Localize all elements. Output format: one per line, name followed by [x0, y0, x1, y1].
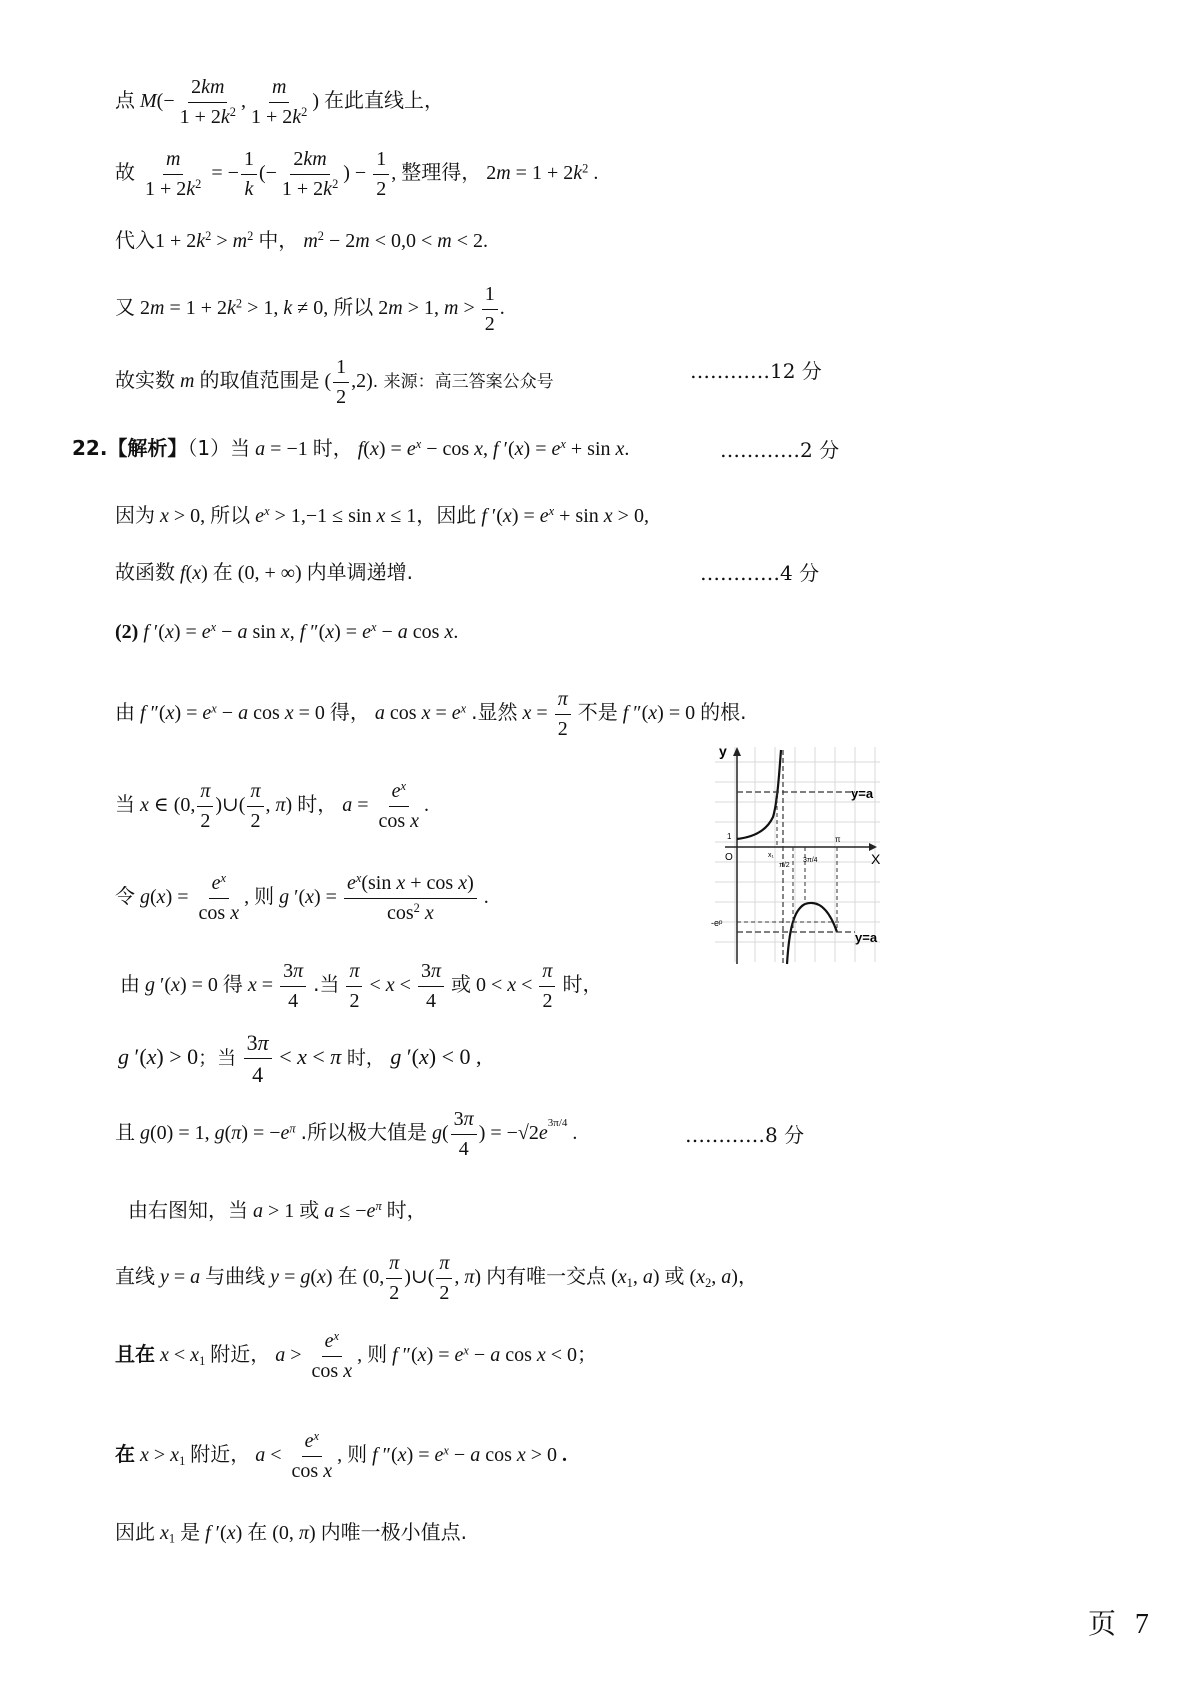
tick-3pi-over-4: 3π/4: [803, 857, 818, 864]
page-label: 页: [1088, 1607, 1117, 1640]
page-footer: [1088, 1607, 1149, 1640]
line-a-equals: 当 x ∈ (0, $\frac{\pi}{2}$ )∪( $\frac{\pi}{2}$ , π) 时， a = $\frac{e^x}{\text{cos x}}$ .: [115, 779, 430, 832]
g-function-figure: [705, 742, 885, 968]
line-substitute: 故 $\frac{m}{1 + 2k^2}$ = − $\frac{1}{k}$ (− $\frac{2km}{1 + 2k^2}$ ) − $\frac{1}{2}$ , 整理得， $2m = 1 + 2k^2$ .: [115, 148, 599, 200]
line-g-max: 且 g(0) = 1, $g(\pi) = -e^\pi$ .所以极大值是 g( $\frac{3\pi}{4}$ ) = $-√2e^{3\pi/4}$ .: [115, 1108, 578, 1160]
line-define-g: 令 g(x) = $\frac{e^x}{\text{cos x}}$ , 则 g ′(x) = $\frac{e^x(\sin x + \cos x)}{\cos^2 x}$ .: [115, 871, 489, 924]
line-conclusion: 因此 $x_1$ 是 f ′(x) 在 (0, π) 内唯一极小值点.: [115, 1520, 467, 1546]
tick-x1: x₁: [768, 852, 774, 859]
tick-one: 1: [727, 832, 732, 841]
line-monotonic-reason: 因为 x > 0, 所以 $e^x > 1,-1 \le \sin x \le 1$，因此 f $'(x) = e^x + \sin x > 0$,: [115, 503, 649, 527]
q22-label: 22.【解析】: [72, 436, 188, 460]
score-8: …………8 分: [685, 1123, 805, 1147]
curve-left-branch: [737, 750, 781, 839]
tick-pi-over-2: π/2: [779, 862, 790, 869]
axis-y-label: y: [719, 743, 727, 759]
line-inequality-m: 代入$1 + 2k^2 > m^2$ 中， $m^2 - 2m < 0,0 < m < 2$.: [115, 228, 488, 252]
tick-neg-e-pi: -eᵖ: [711, 918, 723, 928]
y-axis-arrow-icon: [733, 747, 741, 756]
line-range-m: 故实数 m 的取值范围是 ( $\frac{1}{2}$ ,2). 来源：高三答案公众号: [115, 356, 554, 408]
line-g-critical: 由 g ′(x) = 0 得 x = $\frac{3\pi}{4}$ .当 $\frac{\pi}{2}$ < x < $\frac{3\pi}{4}$ 或 0 < x < $\frac{\pi}{2}$ 时，: [120, 960, 603, 1012]
line-unique-intersection: 直线 y = a 与曲线 y = g(x) 在 (0, $\frac{\pi}{2}$ )∪( $\frac{\pi}{2}$ , π) 内有唯一交点 ($x_1$, a) 或 ($x_2$, a)，: [115, 1252, 758, 1304]
x-axis-arrow-icon: [869, 843, 877, 851]
label-y-equals-a-top: y=a: [851, 786, 874, 801]
line-right-of-x1: 在 $x > x_1$ 附近， a < $\frac{e^x}{\text{cos x}}$ , 则 f $''(x) = e^x - a$ cos x > 0 .: [115, 1429, 568, 1482]
q22-part1: 22.【解析】（1）当 a = −1 时， $f(x) = e^x - \cos x$, f $'(x) = e^x + \sin x$.: [72, 436, 630, 460]
source-note: . 来源：高三答案公众号: [372, 372, 554, 393]
origin-label: O: [725, 852, 733, 863]
line-left-of-x1: 且在 $x < x_1$ 附近， a > $\frac{e^x}{\text{cos x}}$ , 则 f $''(x) = e^x - a$ cos x < 0；: [115, 1329, 598, 1382]
axis-x-label: X: [871, 851, 881, 867]
score-4: …………4 分: [700, 561, 820, 585]
score-2: …………2 分: [720, 438, 840, 462]
line-m-gt-half: 又 $2m = 1 + 2k^2 > 1$, k ≠ 0, 所以 2m > 1, m > $\frac{1}{2}$ .: [115, 283, 505, 335]
line-point-m: 点 M(− $\frac{2km}{1 + 2k^2}$ , $\frac{m}{1 + 2k^2}$ ) 在此直线上，: [115, 76, 445, 128]
label-y-equals-a-bottom: y=a: [855, 930, 878, 945]
tick-pi: π: [835, 835, 841, 844]
line-increasing: 故函数 f(x) 在 (0, + ∞) 内单调递增.: [115, 560, 414, 584]
line-second-derivative-zero: 由 f $''(x) = e^x - a$ cos x = 0 得， a $\cos x = e^x$ .显然 x = $\frac{\pi}{2}$ 不是 f ″(x) = 0 的根.: [115, 688, 747, 740]
page-number: 7: [1134, 1609, 1149, 1640]
line-g-sign: g ′(x) > 0；当 $\frac{3\pi}{4}$ < x < π 时， g ′(x) < 0 ,: [118, 1030, 482, 1088]
score-12: …………12 分: [690, 359, 822, 383]
line-from-figure: 由右图知，当 a > 1 或 $a \le -e^\pi$ 时，: [128, 1198, 427, 1222]
line-part2-derivatives: (2) f $'(x) = e^x - a$ sin x, f $''(x) = e^x - a$ cos x.: [115, 620, 459, 643]
